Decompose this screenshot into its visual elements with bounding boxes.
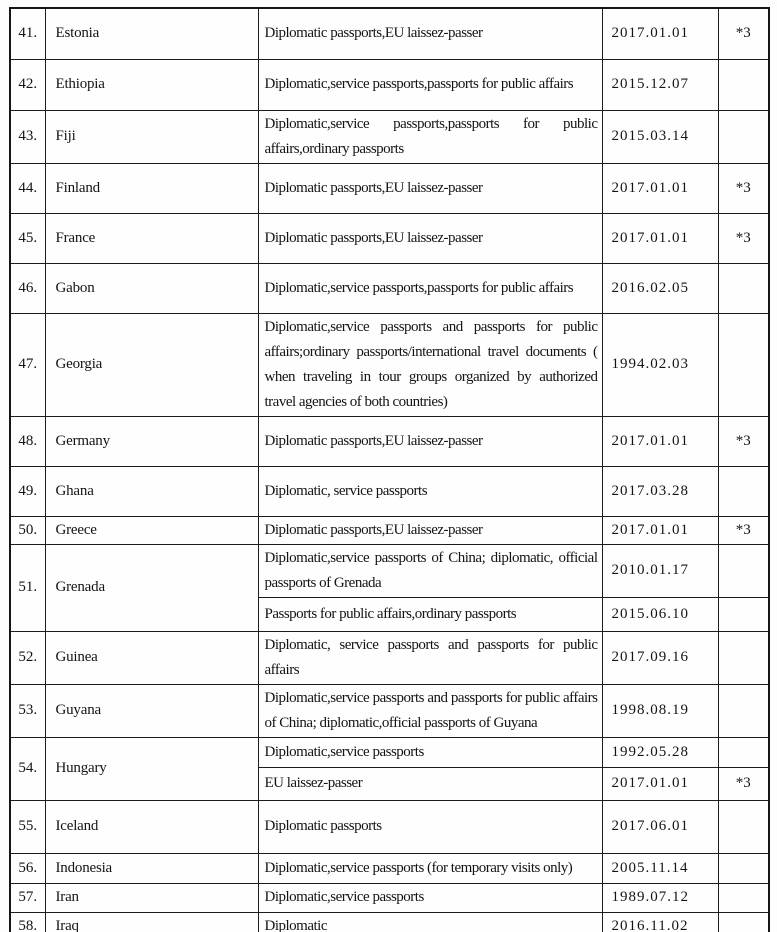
passport-types-cell: Diplomatic passports,EU laissez-passer [258,416,602,466]
date-cell: 2017.01.01 [602,767,718,800]
country-cell: France [45,213,258,263]
note-cell [718,263,769,313]
date-cell: 2016.02.05 [602,263,718,313]
country-cell: Greece [45,516,258,544]
row-number-cell: 44. [10,163,45,213]
visa-exemption-table [9,7,770,932]
table-row [10,800,769,853]
country-cell: Hungary [45,737,258,800]
table-row [10,853,769,883]
table-row [10,263,769,313]
note-cell: *3 [718,213,769,263]
note-cell [718,59,769,110]
date-cell: 1989.07.12 [602,883,718,912]
country-cell: Indonesia [45,853,258,883]
note-cell [718,544,769,597]
table-row [10,631,769,684]
table-row [10,313,769,416]
note-cell [718,800,769,853]
date-cell: 2005.11.14 [602,853,718,883]
passport-types-cell: Diplomatic, service passports and passports for public affairs [258,631,602,684]
country-cell: Grenada [45,544,258,631]
table-row [10,544,769,597]
country-cell: Ghana [45,466,258,516]
row-number-cell: 53. [10,684,45,737]
table-row [10,883,769,912]
country-cell: Estonia [45,8,258,59]
country-cell: Iran [45,883,258,912]
row-number-cell: 47. [10,313,45,416]
passport-types-cell: Diplomatic,service passports [258,883,602,912]
note-cell [718,684,769,737]
country-cell: Iraq [45,912,258,932]
row-number-cell: 45. [10,213,45,263]
table-row [10,163,769,213]
passport-types-cell: Diplomatic passports,EU laissez-passer [258,516,602,544]
date-cell: 2015.06.10 [602,597,718,631]
passport-types-cell: Diplomatic,service passports and passports for public affairs;ordinary passports/international travel documents ( when traveling in tour groups organized by authorized travel agencies of both countries) [258,313,602,416]
passport-types-cell: Diplomatic passports,EU laissez-passer [258,163,602,213]
country-cell: Guyana [45,684,258,737]
date-cell: 2017.01.01 [602,416,718,466]
passport-types-cell: Diplomatic,service passports,passports for public affairs [258,59,602,110]
note-cell [718,883,769,912]
country-cell: Guinea [45,631,258,684]
note-cell: *3 [718,767,769,800]
date-cell: 2017.03.28 [602,466,718,516]
table-row [10,737,769,767]
row-number-cell: 43. [10,110,45,163]
note-cell: *3 [718,416,769,466]
note-cell: *3 [718,163,769,213]
passport-types-cell: Diplomatic passports,EU laissez-passer [258,213,602,263]
country-cell: Finland [45,163,258,213]
date-cell: 2017.06.01 [602,800,718,853]
note-cell [718,466,769,516]
passport-types-cell: Diplomatic,service passports (for temporary visits only) [258,853,602,883]
table-row [10,516,769,544]
date-cell: 2015.12.07 [602,59,718,110]
table-row [10,110,769,163]
row-number-cell: 41. [10,8,45,59]
note-cell: *3 [718,8,769,59]
passport-types-cell: Diplomatic,service passports and passports for public affairs of China; diplomatic,official passports of Guyana [258,684,602,737]
table-row [10,213,769,263]
row-number-cell: 52. [10,631,45,684]
row-number-cell: 58. [10,912,45,932]
country-cell: Ethiopia [45,59,258,110]
date-cell: 2017.09.16 [602,631,718,684]
note-cell [718,853,769,883]
table-row [10,8,769,59]
row-number-cell: 56. [10,853,45,883]
date-cell: 2017.01.01 [602,213,718,263]
date-cell: 2017.01.01 [602,163,718,213]
note-cell: *3 [718,516,769,544]
country-cell: Germany [45,416,258,466]
passport-types-cell: Diplomatic,service passports of China; diplomatic, official passports of Grenada [258,544,602,597]
passport-types-cell: Passports for public affairs,ordinary passports [258,597,602,631]
passport-types-cell: Diplomatic,service passports [258,737,602,767]
date-cell: 1994.02.03 [602,313,718,416]
date-cell: 2010.01.17 [602,544,718,597]
row-number-cell: 54. [10,737,45,800]
row-number-cell: 50. [10,516,45,544]
row-number-cell: 42. [10,59,45,110]
row-number-cell: 57. [10,883,45,912]
note-cell [718,597,769,631]
passport-types-cell: Diplomatic [258,912,602,932]
passport-types-cell: Diplomatic,service passports,passports for public affairs,ordinary passports [258,110,602,163]
note-cell [718,313,769,416]
date-cell: 2016.11.02 [602,912,718,932]
country-cell: Iceland [45,800,258,853]
date-cell: 2015.03.14 [602,110,718,163]
table-row [10,416,769,466]
table-row [10,684,769,737]
date-cell: 2017.01.01 [602,516,718,544]
note-cell [718,110,769,163]
date-cell: 1992.05.28 [602,737,718,767]
note-cell [718,912,769,932]
country-cell: Fiji [45,110,258,163]
country-cell: Gabon [45,263,258,313]
table-row [10,59,769,110]
row-number-cell: 51. [10,544,45,631]
table-row [10,466,769,516]
passport-types-cell: Diplomatic, service passports [258,466,602,516]
date-cell: 2017.01.01 [602,8,718,59]
row-number-cell: 48. [10,416,45,466]
country-cell: Georgia [45,313,258,416]
note-cell [718,737,769,767]
note-cell [718,631,769,684]
passport-types-cell: Diplomatic passports,EU laissez-passer [258,8,602,59]
row-number-cell: 46. [10,263,45,313]
row-number-cell: 55. [10,800,45,853]
passport-types-cell: Diplomatic,service passports,passports for public affairs [258,263,602,313]
passport-types-cell: Diplomatic passports [258,800,602,853]
passport-types-cell: EU laissez-passer [258,767,602,800]
table-row [10,912,769,932]
date-cell: 1998.08.19 [602,684,718,737]
row-number-cell: 49. [10,466,45,516]
